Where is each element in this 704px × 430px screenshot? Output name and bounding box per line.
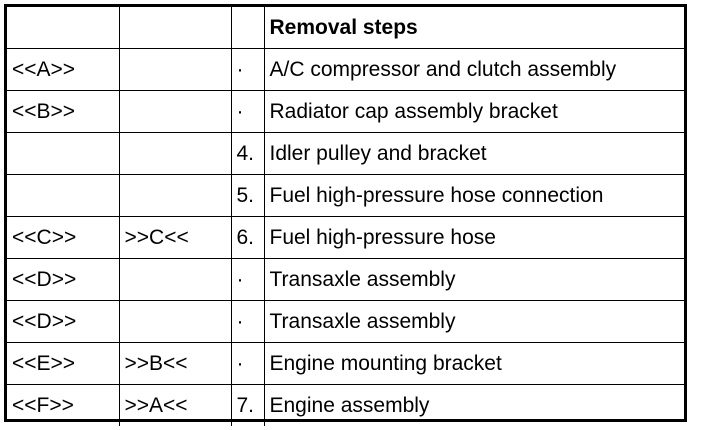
- step-number-cell: 5.: [231, 175, 264, 217]
- removal-ref-cell: [119, 91, 231, 133]
- table-row: [7, 259, 684, 301]
- install-ref-cell: [7, 133, 119, 175]
- step-name-cell: A/C compressor and clutch assembly: [264, 49, 684, 91]
- removal-ref-cell: [119, 49, 231, 91]
- removal-ref-cell: >>A<<: [119, 385, 231, 427]
- step-name-cell: Transaxle assembly: [264, 301, 684, 343]
- step-name-cell: Engine mounting bracket: [264, 343, 684, 385]
- step-number-cell: 6.: [231, 217, 264, 259]
- removal-ref-cell: >>B<<: [119, 343, 231, 385]
- install-ref-cell: <<F>>: [7, 385, 119, 427]
- table-row: [7, 91, 684, 133]
- step-number-cell: ·: [231, 91, 264, 133]
- header-cell-install-ref: [7, 7, 119, 49]
- step-number-cell: ·: [231, 301, 264, 343]
- step-name-cell: Fuel high-pressure hose: [264, 217, 684, 259]
- table-row: [7, 49, 684, 91]
- install-ref-cell: <<A>>: [7, 49, 119, 91]
- removal-ref-cell: [119, 259, 231, 301]
- install-ref-cell: <<D>>: [7, 259, 119, 301]
- step-number-cell: ·: [231, 259, 264, 301]
- table-row: [7, 301, 684, 343]
- step-number-cell: ·: [231, 343, 264, 385]
- removal-steps-table: [7, 7, 684, 426]
- step-name-cell: Engine assembly: [264, 385, 684, 427]
- removal-steps-table-frame: [4, 4, 687, 422]
- install-ref-cell: <<E>>: [7, 343, 119, 385]
- header-cell-step: [231, 7, 264, 49]
- step-name-cell: Idler pulley and bracket: [264, 133, 684, 175]
- table-header-row: [7, 7, 684, 49]
- removal-ref-cell: [119, 133, 231, 175]
- removal-ref-cell: [119, 301, 231, 343]
- header-title: Removal steps: [264, 7, 684, 49]
- step-number-cell: 7.: [231, 385, 264, 427]
- removal-ref-cell: >>C<<: [119, 217, 231, 259]
- table-row: [7, 385, 684, 427]
- header-cell-removal-ref: [119, 7, 231, 49]
- install-ref-cell: <<B>>: [7, 91, 119, 133]
- table-row: [7, 343, 684, 385]
- step-name-cell: Radiator cap assembly bracket: [264, 91, 684, 133]
- removal-ref-cell: [119, 175, 231, 217]
- install-ref-cell: <<D>>: [7, 301, 119, 343]
- table-row: [7, 175, 684, 217]
- install-ref-cell: [7, 175, 119, 217]
- step-number-cell: ·: [231, 49, 264, 91]
- step-number-cell: 4.: [231, 133, 264, 175]
- step-name-cell: Transaxle assembly: [264, 259, 684, 301]
- table-row: [7, 133, 684, 175]
- step-name-cell: Fuel high-pressure hose connection: [264, 175, 684, 217]
- table-row: [7, 217, 684, 259]
- install-ref-cell: <<C>>: [7, 217, 119, 259]
